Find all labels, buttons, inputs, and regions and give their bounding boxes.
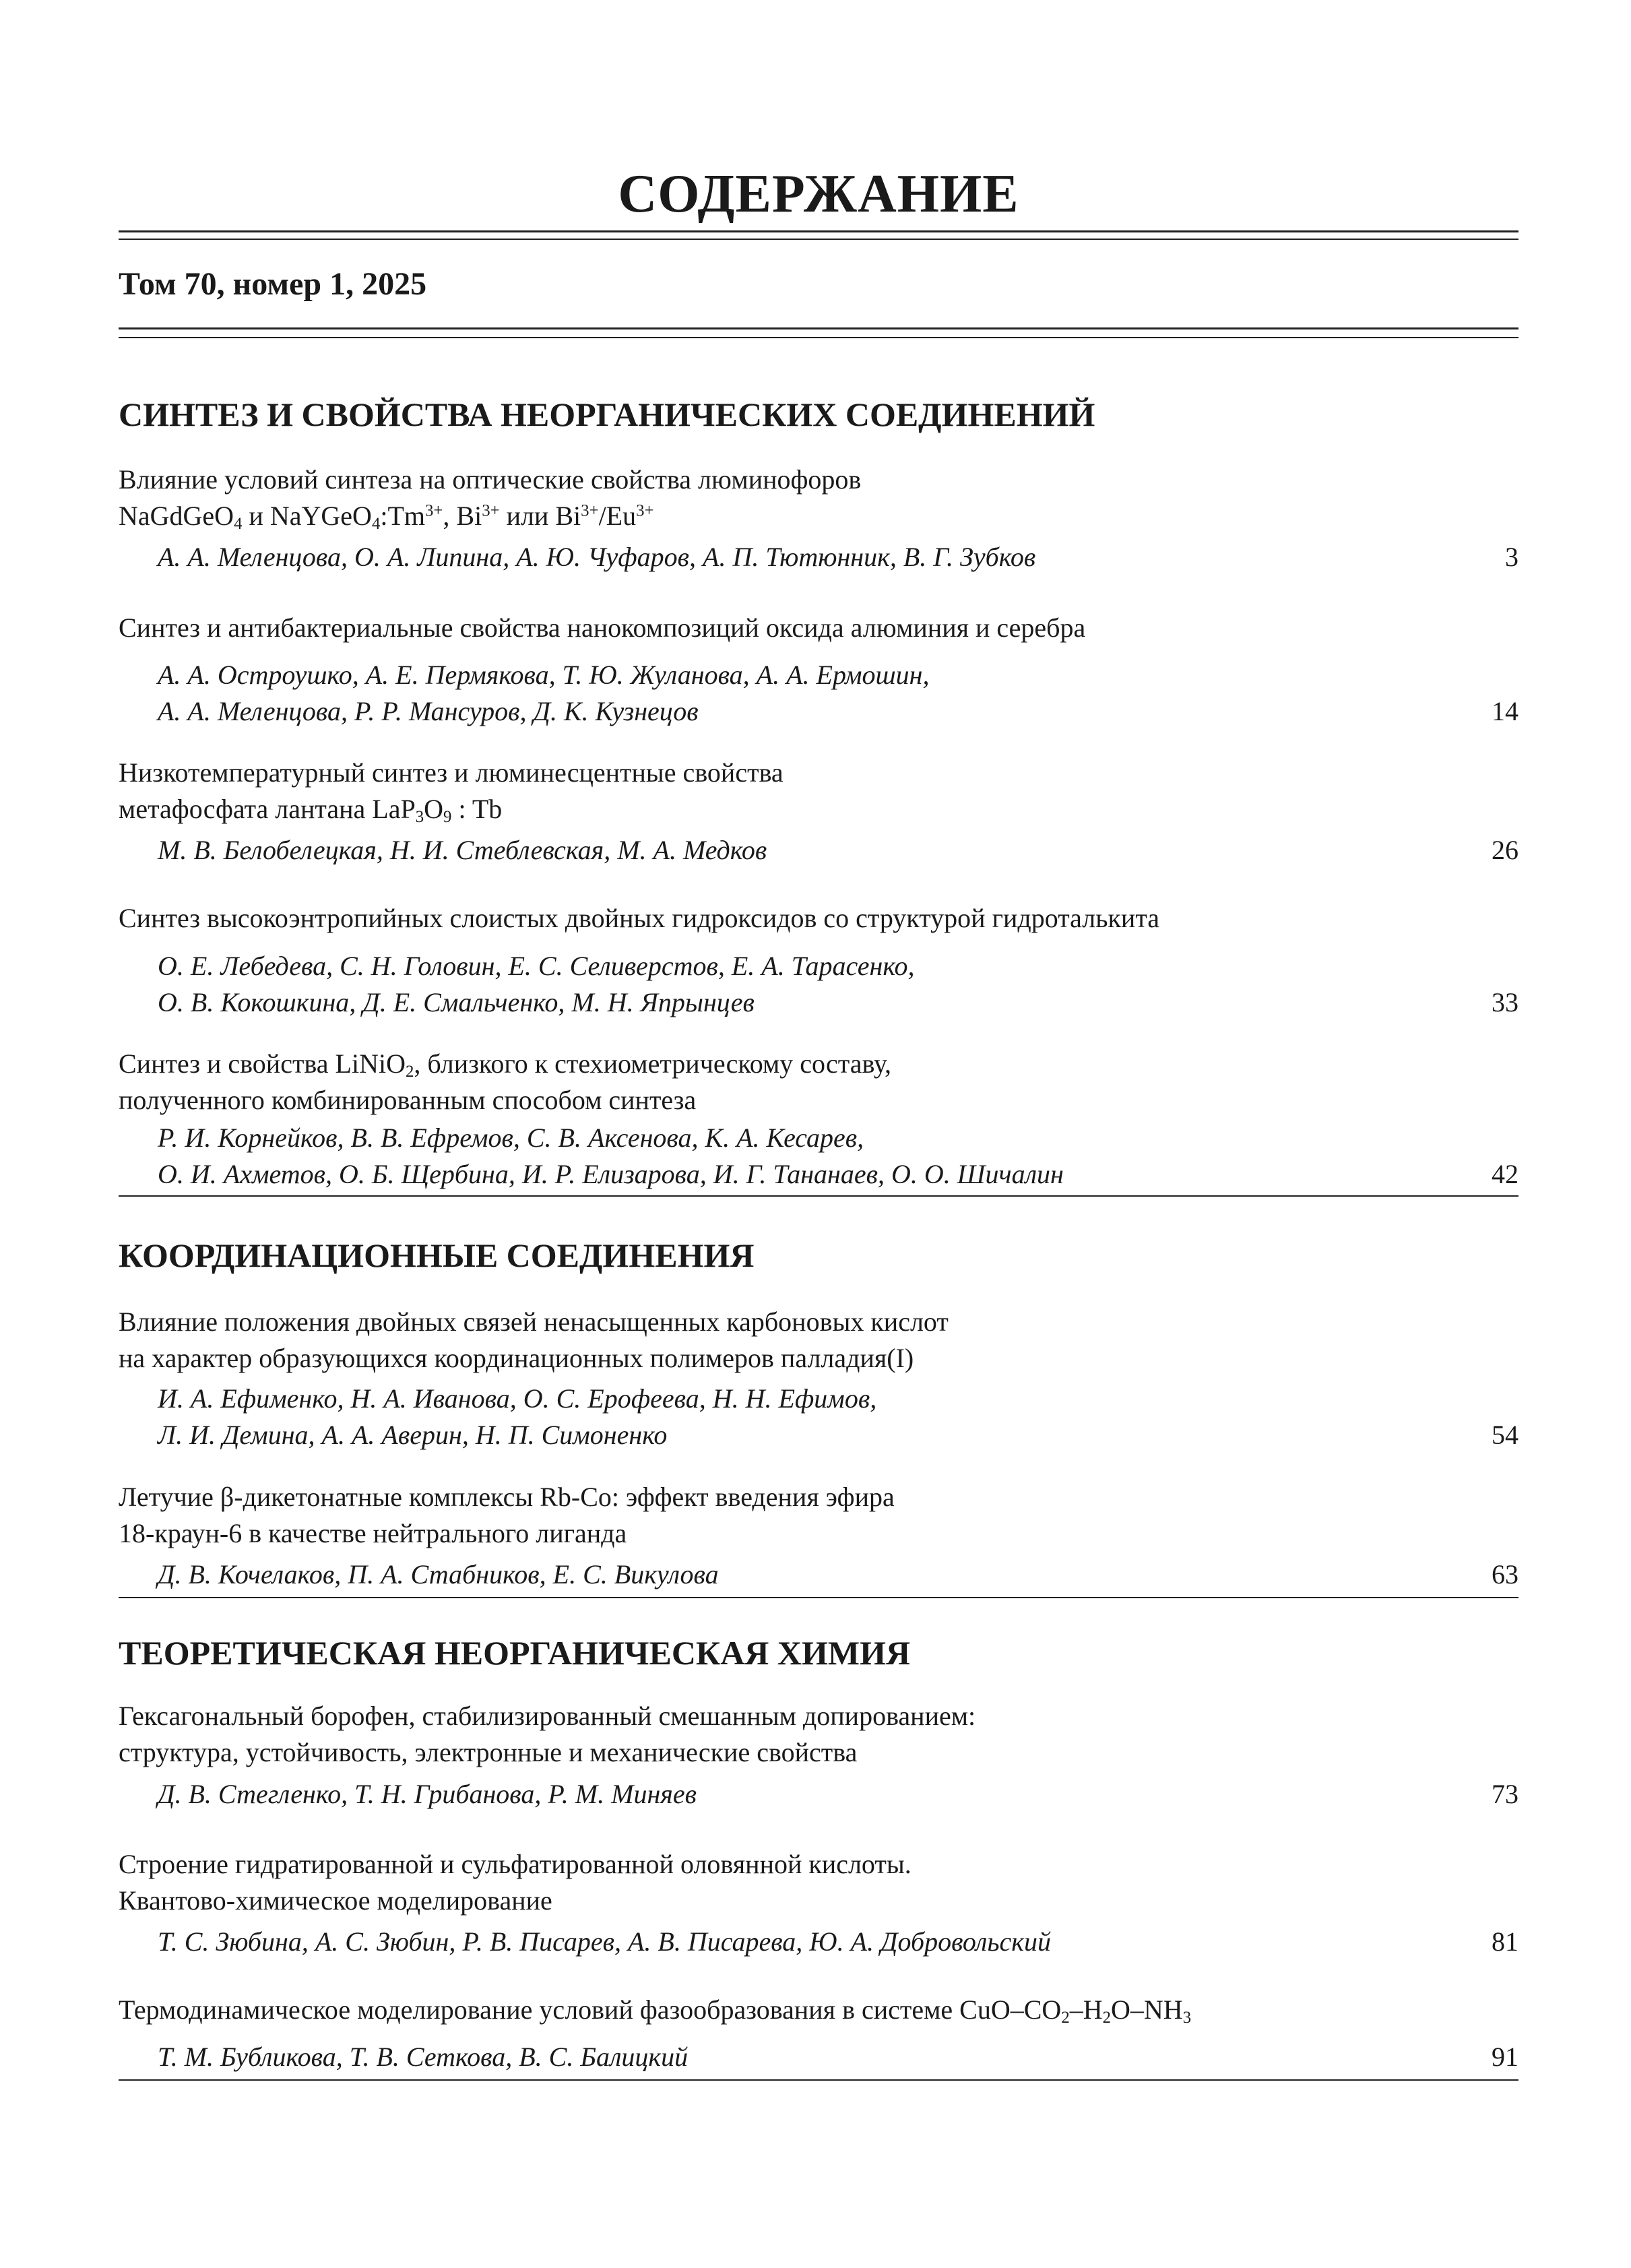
article-authors: Д. В. Кочелаков, П. А. Стабников, Е. С. Викулова: [158, 1559, 719, 1589]
article-title-formula-line: NaGdGeO$_4$ и $NaYGeO_4:Tm^{3+}$, $Bi^{3+}$ или $Bi^{3+}/Eu^{3+}$: [119, 501, 654, 534]
article-title[interactable]: Влияние положения двойных связей ненасыщенных карбоновых кислот на характер образующихся координационных полимеров палладия(I): [119, 1306, 949, 1373]
article-authors: Р. И. Корнейков, В. В. Ефремов, С. В. Аксенова, К. А. Кесарев, О. И. Ахметов, О. Б. Щербина, И. Р. Елизарова, И. Г. Тананаев, О. О. Шичалин: [158, 1123, 1064, 1189]
title-rule-top: [119, 230, 1518, 232]
article-title[interactable]: Синтез высокоэнтропийных слоистых двойных гидроксидов со структурой гидроталькита: [119, 903, 1160, 933]
page-number[interactable]: 14: [1492, 696, 1518, 726]
article-authors: О. Е. Лебедева, С. Н. Головин, Е. С. Селиверстов, Е. А. Тарасенко, О. В. Кокошкина, Д. Е. Смальченко, М. Н. Япрынцев: [158, 951, 915, 1017]
article-title[interactable]: [119, 1992, 1191, 2028]
page-number[interactable]: 33: [1492, 987, 1518, 1017]
title-rule-bottom: [119, 239, 1518, 240]
article-title[interactable]: Синтез и свойства LiNiO$_2$, близкого к стехиометрическому составу, полученного комбинированным способом синтеза: [119, 1046, 891, 1119]
article-authors: А. А. Остроушко, А. Е. Пермякова, Т. Ю. Жуланова, А. А. Ермошин, А. А. Меленцова, Р. Р. Мансуров, Д. К. Кузнецов: [158, 660, 930, 726]
issue-rule-bottom: [119, 337, 1518, 338]
page-number[interactable]: 81: [1492, 1926, 1518, 1957]
article-title-formula-line: Термодинамическое моделирование условий фазообразования в системе CuO–$CO_2-H_2O-NH_3$: [119, 1994, 1192, 2027]
page-number[interactable]: 26: [1492, 835, 1518, 865]
section-heading: СИНТЕЗ И СВОЙСТВА НЕОРГАНИЧЕСКИХ СОЕДИНЕНИЙ: [119, 396, 1095, 433]
article-title[interactable]: Влияние условий синтеза на оптические свойства люминофоров NaGdGeO$_4$ и $NaYGeO_4:Tm^{3+}$, $Bi^{3+}$ или $Bi^{3+}/Eu^{3+}$: [119, 464, 862, 534]
contents-page: [119, 0, 1518, 2268]
article-authors: И. А. Ефименко, Н. А. Иванова, О. С. Ерофеева, Н. Н. Ефимов, Л. И. Демина, А. А. Аверин, Н. П. Симоненко: [158, 1383, 877, 1450]
article-title[interactable]: Низкотемпературный синтез и люминесцентные свойства метафосфата лантана $LaP_3O_9$ : Tb: [119, 757, 783, 827]
article-title-formula-line: метафосфата лантана $LaP_3O_9$ : Tb: [119, 794, 503, 827]
page-number[interactable]: 42: [1492, 1159, 1518, 1189]
article-title[interactable]: Летучие β-дикетонатные комплексы Rb-Co: эффект введения эфира 18-краун-6 в качестве нейтрального лиганда: [119, 1482, 895, 1548]
section-divider: [119, 2079, 1518, 2081]
page-number[interactable]: 54: [1492, 1420, 1518, 1450]
issue-info: Том 70, номер 1, 2025: [119, 266, 427, 302]
article-authors: Д. В. Стегленко, Т. Н. Грибанова, Р. М. Миняев: [158, 1779, 697, 1809]
article-title[interactable]: Гексагональный борофен, стабилизированный смешанным допированием: структура, устойчивость, электронные и механические свойства: [119, 1701, 976, 1767]
section-divider: [119, 1195, 1518, 1197]
page-number[interactable]: 91: [1492, 2042, 1518, 2072]
article-authors: Т. М. Бубликова, Т. В. Сеткова, В. С. Балицкий: [158, 2042, 689, 2072]
article-authors: А. А. Меленцова, О. А. Липина, А. Ю. Чуфаров, А. П. Тютюнник, В. Г. Зубков: [158, 542, 1036, 572]
article-title-formula-line: Синтез и свойства LiNiO$_2$, близкого к стехиометрическому составу,: [119, 1048, 892, 1081]
section-heading: КООРДИНАЦИОННЫЕ СОЕДИНЕНИЯ: [119, 1236, 755, 1274]
issue-rule-top: [119, 327, 1518, 329]
section-divider: [119, 1597, 1518, 1598]
page-number[interactable]: 73: [1492, 1779, 1518, 1809]
article-title[interactable]: Синтез и антибактериальные свойства нанокомпозиций оксида алюминия и серебра: [119, 612, 1086, 643]
page-number[interactable]: 63: [1492, 1559, 1518, 1589]
article-authors: М. В. Белобелецкая, Н. И. Стеблевская, М. А. Медков: [158, 835, 767, 865]
article-authors: Т. С. Зюбина, А. С. Зюбин, Р. В. Писарев, А. В. Писарева, Ю. А. Добровольский: [158, 1926, 1052, 1957]
page-number[interactable]: 3: [1505, 542, 1518, 572]
article-title[interactable]: Строение гидратированной и сульфатированной оловянной кислоты. Квантово-химическое моделирование: [119, 1849, 912, 1916]
page-title: СОДЕРЖАНИЕ: [618, 164, 1019, 224]
section-heading: ТЕОРЕТИЧЕСКАЯ НЕОРГАНИЧЕСКАЯ ХИМИЯ: [119, 1634, 911, 1672]
